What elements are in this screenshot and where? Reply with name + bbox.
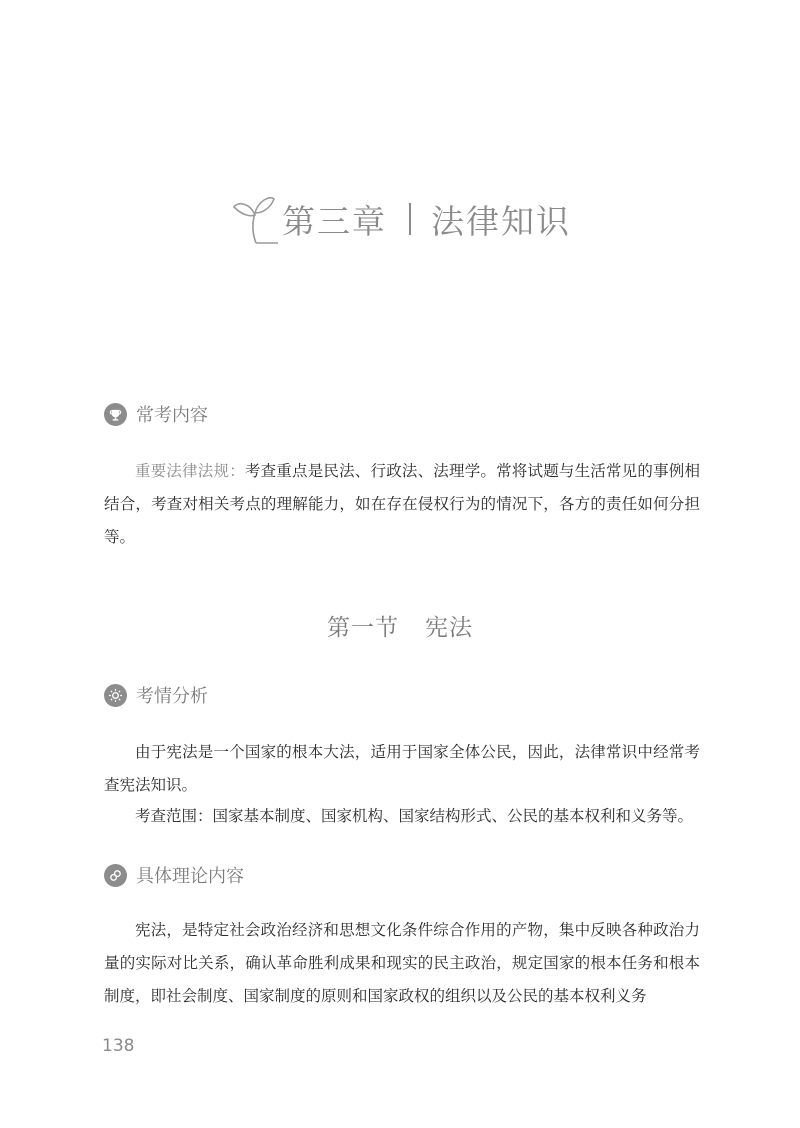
- frequent-heading-text: 常考内容: [136, 405, 208, 426]
- frequent-heading: [104, 401, 208, 427]
- chapter-divider: [409, 203, 411, 235]
- frequent-paragraph: [104, 455, 700, 554]
- chapter-number: 第三章: [282, 201, 387, 241]
- theory-heading-text: 具体理论内容: [136, 866, 244, 887]
- section-title: [0, 609, 800, 642]
- analysis-heading-text: 考情分析: [136, 686, 208, 707]
- chapter-heading: [230, 184, 571, 254]
- section-name: 宪法: [425, 615, 473, 641]
- link-icon: [104, 864, 127, 887]
- trophy-icon: [104, 403, 127, 426]
- chapter-title: 法律知识: [431, 201, 571, 241]
- analysis-heading: [104, 682, 208, 708]
- analysis-paragraph-1: 由于宪法是一个国家的根本大法，适用于国家全体公民，因此，法律常识中经常考查宪法知识。: [104, 743, 700, 794]
- analysis-paragraph-2: 考查范围：国家基本制度、国家机构、国家结构形式、公民的基本权利和义务等。: [135, 807, 694, 825]
- theory-paragraph: 宪法，是特定社会政治经济和思想文化条件综合作用的产物，集中反映各种政治力量的实际对比关系，确认革命胜利成果和现实的民主政治，规定国家的根本任务和根本制度，即社会制度、国家制度的原则和国家政权的组织以及公民的基本权利义务: [104, 921, 700, 1005]
- page-number: 138: [102, 1036, 135, 1056]
- section-number: 第一节: [327, 615, 399, 641]
- sun-icon: [104, 684, 127, 707]
- sprout-icon: [230, 193, 280, 245]
- theory-heading: [104, 862, 244, 888]
- frequent-label: 重要法律法规：: [135, 462, 245, 480]
- frequent-text: 考查重点是民法、行政法、法理学。常将试题与生活常见的事例相结合，考查对相关考点的理解能力，如在存在侵权行为的情况下，各方的责任如何分担等。: [104, 462, 700, 546]
